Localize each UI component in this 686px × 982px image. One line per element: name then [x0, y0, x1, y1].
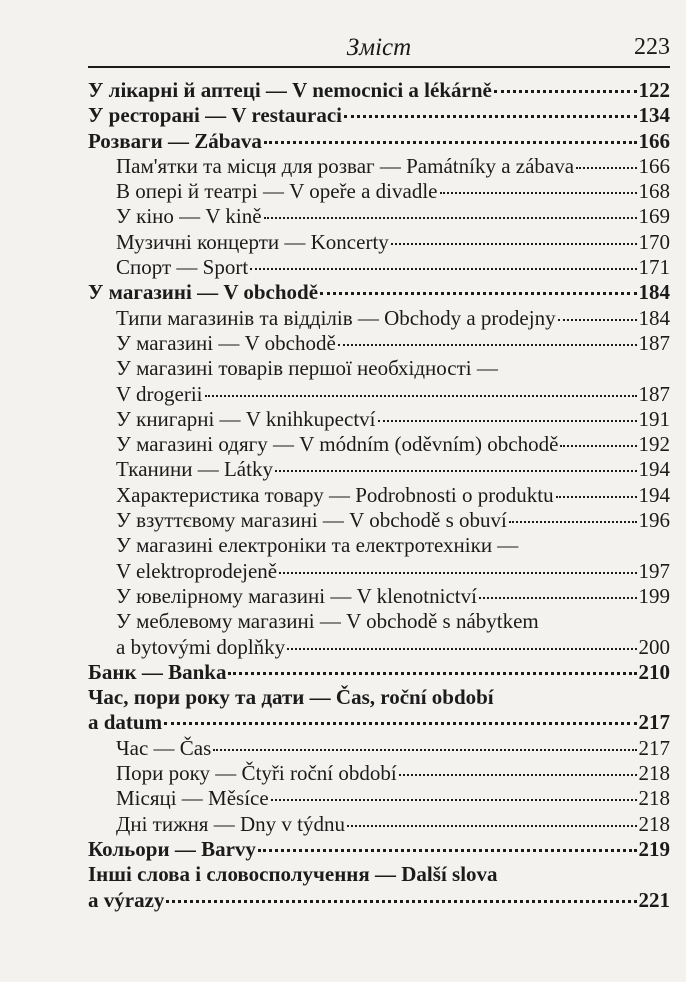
toc-entry: [88, 432, 670, 457]
toc-entry-line: [116, 508, 670, 533]
toc-entry-page: 191: [638, 406, 670, 431]
toc-entry-page: 218: [638, 761, 670, 786]
dot-leader: [479, 597, 637, 599]
toc-entry: [88, 204, 670, 229]
toc-entry-line: [88, 660, 670, 685]
toc-entry-title: Пори року — Čtyři roční období: [116, 761, 397, 786]
dot-leader: [275, 470, 637, 472]
toc-entry-line: [116, 786, 670, 811]
toc-entry-page: 171: [638, 255, 670, 280]
toc-entry: [88, 837, 670, 862]
toc-entry-line: [116, 736, 670, 761]
toc-entry: [88, 609, 670, 660]
toc-entry: [88, 129, 670, 154]
toc-entry-title: Спорт — Sport: [116, 255, 249, 280]
toc-entry-title: Кольори — Barvy: [88, 836, 256, 861]
toc-entry-page: 170: [638, 229, 670, 254]
toc-entry-page: 210: [638, 659, 670, 684]
toc-entry-title: V drogerii: [116, 381, 203, 406]
header-title: Зміст: [346, 34, 412, 61]
dot-leader: [287, 648, 636, 650]
toc-entry-title: Місяці — Měsíce: [116, 786, 269, 811]
toc-entry-line: [88, 78, 670, 103]
dot-leader: [560, 445, 636, 447]
toc-entry-title: a výrazy: [88, 887, 165, 912]
toc-entry: [88, 230, 670, 255]
running-header: [88, 30, 670, 70]
toc-entry-page: 187: [638, 330, 670, 355]
toc-entry-title: У ювелірному магазині — V klenotnictví: [116, 583, 477, 608]
toc-entry: [88, 407, 670, 432]
toc-entry-line: [88, 280, 670, 305]
toc-entry-title: Характеристика товару — Podrobnosti o produktu: [116, 482, 554, 507]
toc-entry-title: У магазині — V obchodě: [116, 330, 336, 355]
toc-entry-line: [116, 154, 670, 179]
dot-leader: [391, 243, 637, 245]
dot-leader: [258, 849, 637, 852]
toc-entry-line: [116, 635, 670, 660]
toc-entry: [88, 179, 670, 204]
toc-entry-title: a bytovými doplňky: [116, 634, 286, 659]
toc-entry: [88, 761, 670, 786]
dot-leader: [344, 115, 636, 118]
toc-entry-title: У кіно — V kině: [116, 204, 262, 229]
toc-entry-page: 221: [638, 887, 670, 912]
dot-leader: [264, 217, 637, 219]
toc-entry-page: 166: [638, 153, 670, 178]
toc-entry: [88, 103, 670, 128]
dot-leader: [509, 521, 637, 523]
dot-leader: [279, 572, 636, 574]
toc-entry: [88, 457, 670, 482]
toc-entry-title-line: Інші слова і словосполучення — Další slova: [88, 862, 498, 887]
toc-entry-line: [116, 407, 670, 432]
toc-entry: [88, 331, 670, 356]
toc-entry-page: 169: [638, 204, 670, 229]
toc-entry: [88, 508, 670, 533]
toc-entry-page: 194: [638, 482, 670, 507]
toc-entry-line: [116, 812, 670, 837]
toc-entry: [88, 812, 670, 837]
toc-entry-line: [116, 584, 670, 609]
toc-entry-page: 168: [638, 179, 670, 204]
toc-entry-page: 187: [638, 381, 670, 406]
toc-entry: [88, 483, 670, 508]
dot-leader: [166, 900, 636, 903]
header-page-number: 223: [634, 34, 670, 60]
toc-entry: [88, 786, 670, 811]
toc-entry-page: 184: [638, 305, 670, 330]
dot-leader: [558, 319, 637, 321]
toc-entry-page: 166: [638, 128, 670, 153]
dot-leader: [228, 672, 636, 675]
toc-entry-title: Пам'ятки та місця для розваг — Památníky a zábava: [116, 153, 575, 178]
toc-entry: [88, 736, 670, 761]
toc-entry-title: Типи магазинів та відділів — Obchody a prodejny: [116, 305, 556, 330]
toc-entry-line: [116, 255, 670, 280]
dot-leader: [271, 799, 637, 801]
toc-entry-title-line: Час, пори року та дати — Čas, roční období: [88, 685, 494, 710]
toc-entry-title: Банк — Banka: [88, 659, 227, 684]
dot-leader: [320, 292, 636, 295]
toc-entry: [88, 280, 670, 305]
toc-entry-line: [88, 103, 670, 128]
toc-entry-title: В опері й театрі — V opeře a divadle: [116, 179, 438, 204]
dot-leader: [205, 395, 637, 397]
toc-entry-line: [116, 483, 670, 508]
toc-entry-title: a datum: [88, 710, 163, 735]
toc-entry: [88, 255, 670, 280]
toc-entry-page: 192: [638, 432, 670, 457]
toc-entry: [88, 306, 670, 331]
toc-entry-title: Дні тижня — Dny v týdnu: [116, 811, 345, 836]
toc-entry-page: 122: [638, 78, 670, 102]
toc-entry-title: У взуттєвому магазині — V obchodě s obuví: [116, 508, 507, 533]
toc-entry-title: Музичні концерти — Koncerty: [116, 229, 389, 254]
toc-entry-line: [88, 888, 670, 913]
table-of-contents: [88, 78, 670, 913]
toc-entry-page: 217: [638, 710, 670, 735]
dot-leader: [264, 141, 637, 144]
toc-entry-page: 194: [638, 457, 670, 482]
toc-entry-line: [116, 382, 670, 407]
toc-entry-line: [116, 457, 670, 482]
toc-entry-title: Тканини — Látky: [116, 457, 273, 482]
dot-leader: [576, 167, 636, 169]
toc-entry-title-line: У меблевому магазині — V obchodě s nábytkem: [116, 609, 539, 634]
dot-leader: [378, 420, 637, 422]
dot-leader: [164, 722, 636, 725]
toc-entry-line: [116, 559, 670, 584]
toc-entry-line: [116, 204, 670, 229]
toc-entry-page: 134: [638, 103, 670, 128]
toc-entry-line: [116, 761, 670, 786]
toc-entry-line: [88, 837, 670, 862]
dot-leader: [440, 192, 637, 194]
toc-entry: [88, 660, 670, 685]
toc-entry-page: 184: [638, 280, 670, 305]
toc-entry-page: 217: [638, 735, 670, 760]
toc-entry-line: [116, 306, 670, 331]
toc-entry-line: [88, 129, 670, 154]
toc-entry: [88, 685, 670, 736]
dot-leader: [494, 90, 637, 93]
toc-entry-page: 197: [638, 558, 670, 583]
toc-entry-title-line: У магазині товарів першої необхідності —: [116, 356, 498, 381]
dot-leader: [213, 749, 636, 751]
toc-entry-page: 219: [638, 836, 670, 861]
toc-entry-line: [88, 710, 670, 735]
toc-entry-page: 200: [638, 634, 670, 659]
toc-entry-title: У магазині — V obchodě: [88, 280, 319, 305]
toc-entry-title: У ресторані — V restauraci: [88, 103, 343, 128]
toc-entry-title: У магазині одягу — V módním (oděvním) obchodě: [116, 432, 559, 457]
toc-entry-line: [116, 230, 670, 255]
toc-entry-title: V elektroprodejeně: [116, 558, 278, 583]
toc-entry-line: [116, 179, 670, 204]
toc-entry-title: Час — Čas: [116, 735, 212, 760]
toc-entry-title: Розваги — Zábava: [88, 128, 262, 153]
toc-entry-page: 218: [638, 786, 670, 811]
toc-entry: [88, 584, 670, 609]
toc-entry: [88, 154, 670, 179]
toc-entry-title-line: У магазині електроніки та електротехніки —: [116, 533, 519, 558]
toc-entry-page: 218: [638, 811, 670, 836]
dot-leader: [250, 268, 636, 270]
toc-entry-page: 196: [638, 508, 670, 533]
toc-entry: [88, 78, 670, 103]
toc-entry: [88, 356, 670, 407]
dot-leader: [399, 774, 637, 776]
header-rule: [88, 66, 670, 68]
toc-entry-page: 199: [638, 583, 670, 608]
toc-entry-title: У книгарні — V knihkupectví: [116, 406, 376, 431]
toc-entry-line: [116, 432, 670, 457]
dot-leader: [556, 496, 637, 498]
toc-entry-title: У лікарні й аптеці — V nemocnici a lékárně: [88, 78, 492, 102]
dot-leader: [347, 825, 637, 827]
dot-leader: [338, 344, 637, 346]
toc-entry: [88, 533, 670, 584]
toc-entry-line: [116, 331, 670, 356]
toc-entry: [88, 862, 670, 913]
